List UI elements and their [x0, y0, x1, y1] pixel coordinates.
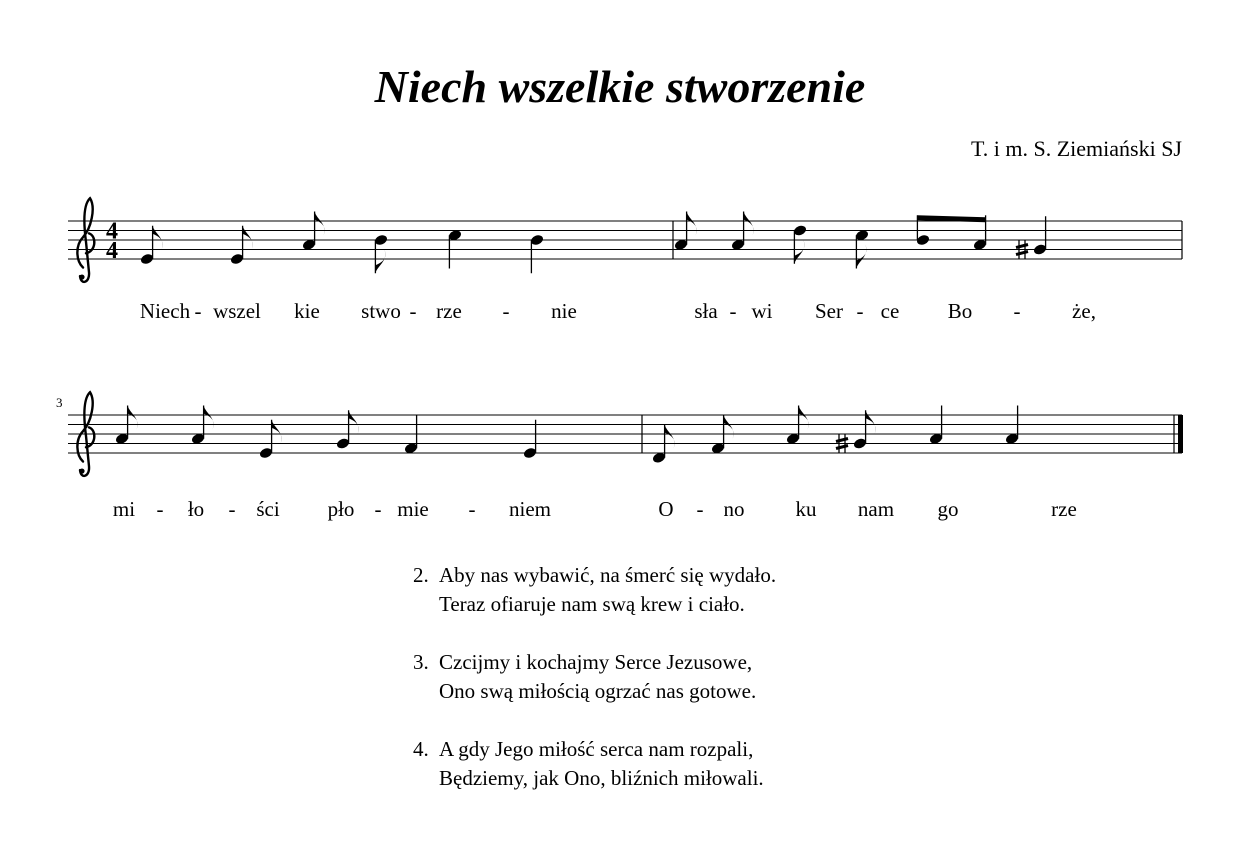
note-A4	[929, 406, 944, 446]
flag	[153, 226, 163, 250]
flag	[794, 240, 804, 264]
flag	[349, 410, 359, 434]
treble-clef-dot-icon	[79, 274, 84, 279]
note-Gsharp4	[1016, 216, 1047, 259]
sharp-bar	[836, 439, 848, 442]
lyric-syllable: wi	[751, 299, 773, 323]
lyric-syllable: Ser	[815, 299, 843, 323]
note-B4	[530, 234, 545, 274]
verse-2	[413, 561, 776, 619]
lyric-syllable: ści	[256, 497, 280, 521]
note-A4	[1005, 406, 1020, 446]
note-A4	[191, 406, 214, 446]
lyric-syllable: nie	[551, 299, 577, 323]
lyric-syllable: ce	[880, 299, 900, 323]
flag	[724, 415, 734, 439]
verse-line: Będziemy, jak Ono, bliźnich miłowali.	[439, 766, 764, 790]
lyric-syllable: rze	[436, 299, 462, 323]
lyric-hyphen: -	[1013, 299, 1021, 323]
flag	[866, 410, 876, 434]
lyric-hyphen: -	[468, 497, 476, 521]
time-signature-numerator: 4	[106, 218, 118, 245]
lyric-syllable: stwo	[361, 299, 401, 323]
note-A4	[786, 406, 809, 446]
flag	[315, 212, 325, 236]
note-B4	[374, 234, 389, 274]
note-F4	[711, 415, 734, 455]
note-A4	[731, 212, 754, 252]
flag	[744, 212, 754, 236]
note-F4	[404, 415, 419, 455]
note-A4	[674, 212, 697, 252]
sharp-bar	[1016, 245, 1028, 248]
sharp-bar	[1016, 252, 1028, 255]
verse-number: 4.	[413, 737, 429, 761]
verse-number: 3.	[413, 650, 429, 674]
note-A4	[115, 406, 138, 446]
note-D4	[652, 425, 675, 465]
lyric-syllable: kie	[294, 299, 320, 323]
verse-number: 2.	[413, 563, 429, 587]
lyric-syllable: go	[937, 497, 959, 521]
lyric-syllable: wszel	[213, 299, 261, 323]
lyric-hyphen: -	[409, 299, 417, 323]
verse-line: A gdy Jego miłość serca nam rozpali,	[439, 737, 754, 761]
measure-number: 3	[56, 395, 63, 410]
lyric-syllable: niem	[509, 497, 551, 521]
note-Gsharp4	[836, 410, 876, 453]
lyric-syllable: że,	[1072, 299, 1096, 323]
lyric-hyphen: -	[374, 497, 382, 521]
lyric-syllable: O	[658, 497, 674, 521]
lyric-syllable: mi	[112, 497, 136, 521]
final-barline-thick	[1178, 415, 1183, 453]
staff-system-1	[68, 198, 1182, 323]
lyric-hyphen: -	[729, 299, 737, 323]
flag	[243, 226, 253, 250]
note-A4	[302, 212, 325, 252]
lyric-hyphen: -	[194, 299, 202, 323]
treble-clef-dot-icon	[79, 468, 84, 473]
lyric-syllable: pło	[327, 497, 355, 521]
note-E4	[523, 420, 538, 460]
lyric-syllable: nam	[857, 497, 895, 521]
verse-3	[413, 648, 776, 706]
flag	[128, 406, 138, 430]
lyric-syllable: no	[723, 497, 745, 521]
lyric-syllable: Niech	[139, 299, 191, 323]
verses-block	[413, 561, 776, 822]
flag	[665, 425, 675, 449]
flag	[856, 245, 866, 269]
lyric-hyphen: -	[856, 299, 864, 323]
lyric-syllable: sła	[694, 299, 718, 323]
verse-line: Aby nas wybawić, na śmerć się wydało.	[439, 563, 777, 587]
song-title: Niech wszelkie stworzenie	[374, 61, 866, 112]
lyric-hyphen: -	[696, 497, 704, 521]
verse-line: Teraz ofiaruje nam swą krew i ciało.	[439, 592, 745, 616]
flag	[799, 406, 809, 430]
note-C5	[855, 229, 870, 269]
verse-4	[413, 735, 776, 793]
lyric-syllable: ło	[187, 497, 205, 521]
flag	[375, 249, 385, 273]
lyric-syllable: mie	[397, 497, 429, 521]
flag	[687, 212, 697, 236]
verse-line: Ono swą miłością ogrzać nas gotowe.	[439, 679, 757, 703]
lyric-syllable: ku	[795, 497, 817, 521]
flag	[204, 406, 214, 430]
lyric-hyphen: -	[228, 497, 236, 521]
time-signature-denominator: 4	[106, 238, 118, 265]
lyric-syllable: Bo	[947, 299, 973, 323]
lyric-hyphen: -	[156, 497, 164, 521]
composer-credit: T. i m. S. Ziemiański SJ	[970, 136, 1182, 161]
staff-system-2	[56, 392, 1183, 521]
verse-line: Czcijmy i kochajmy Serce Jezusowe,	[439, 650, 753, 674]
lyric-hyphen: -	[502, 299, 510, 323]
sharp-bar	[836, 446, 848, 449]
note-D5	[793, 224, 808, 264]
lyric-syllable: rze	[1051, 497, 1077, 521]
note-C5	[448, 229, 463, 269]
flag	[272, 420, 282, 444]
